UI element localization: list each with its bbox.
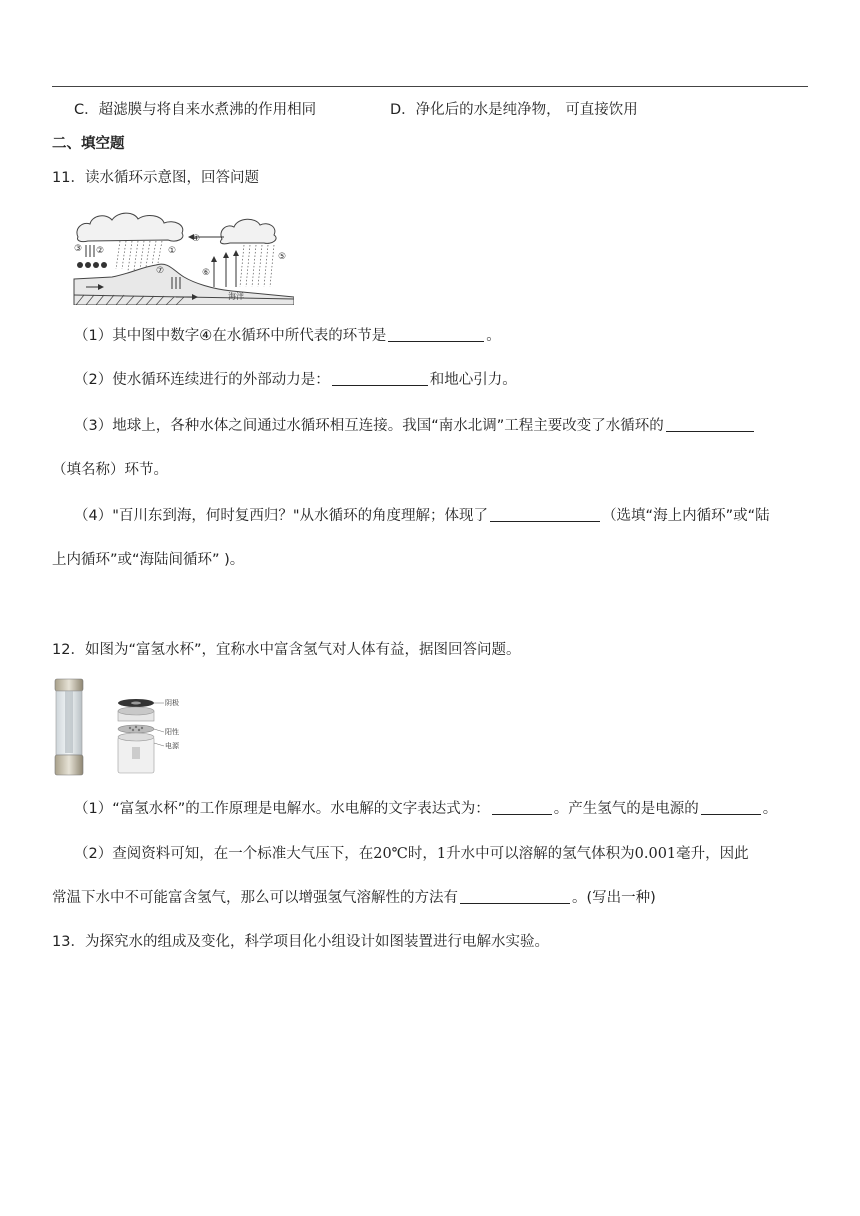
fig-label-anode: 阳性 <box>165 728 179 736</box>
q13-stem: 13．为探究水的组成及变化，科学项目化小组设计如图装置进行电解水实验。 <box>52 934 549 950</box>
hydrogen-cup-figure <box>52 677 192 777</box>
q11-p2: （2）使水循环连续进行的外部动力是： 和地心引力。 <box>74 372 517 388</box>
fig-label-cathode: 阴极 <box>165 699 179 707</box>
fig-label-3: ③ <box>74 244 83 254</box>
answer-blank <box>332 371 428 386</box>
fig-label-6: ⑥ <box>202 268 211 278</box>
water-cycle-figure <box>72 207 294 305</box>
fig-label-7: ⑦ <box>156 266 165 276</box>
option-c: C．超滤膜与将自来水煮沸的作用相同 <box>74 102 317 118</box>
q12-p2-cont: 常温下水中不可能富含氢气，那么可以增强氢气溶解性的方法有 。(写出一种) <box>52 890 656 906</box>
option-d: D．净化后的水是纯净物， 可直接饮用 <box>390 102 638 118</box>
q11-p4: （4）"百川东到海，何时复西归？"从水循环的角度理解；体现了 （选填“海上内循环”或“陆 <box>74 508 770 524</box>
fig-label-5: ⑤ <box>278 252 287 262</box>
q12-stem: 12．如图为“富氢水杯”，宜称水中富含氢气对人体有益，据图回答问题。 <box>52 642 521 658</box>
q12-p1: （1）“富氢水杯”的工作原理是电解水。水电解的文字表达式为： 。产生氢气的是电源的 。 <box>74 801 778 817</box>
q11-p4-cont: 上内循环”或“海陆间循环” )。 <box>52 552 245 568</box>
fig-ocean-label: 海洋 <box>228 292 244 301</box>
q11-p3: （3）地球上，各种水体之间通过水循环相互连接。我国“南水北调”工程主要改变了水循环的 <box>74 416 756 436</box>
answer-blank <box>388 327 484 342</box>
q12-p2: （2）查阅资料可知，在一个标准大气压下，在20℃时，1升水中可以溶解的氢气体积为0.001毫升，因此 <box>74 846 749 862</box>
answer-blank <box>666 417 754 432</box>
q11-p3-cont: （填名称）环节。 <box>52 462 168 478</box>
q11-stem: 11．读水循环示意图，回答问题 <box>52 170 259 186</box>
fig-label-1: ① <box>168 246 177 256</box>
answer-blank <box>701 800 761 815</box>
fig-label-2: ② <box>96 246 105 256</box>
section-title: 二、填空题 <box>52 136 125 152</box>
fig-label-4: ④ <box>192 234 201 244</box>
answer-blank <box>490 507 600 522</box>
answer-blank <box>460 889 570 904</box>
q11-p1: （1）其中图中数字④在水循环中所代表的环节是 。 <box>74 328 501 344</box>
fig-label-power: 电源 <box>165 742 179 750</box>
answer-blank <box>492 800 552 815</box>
header-rule <box>52 86 808 87</box>
